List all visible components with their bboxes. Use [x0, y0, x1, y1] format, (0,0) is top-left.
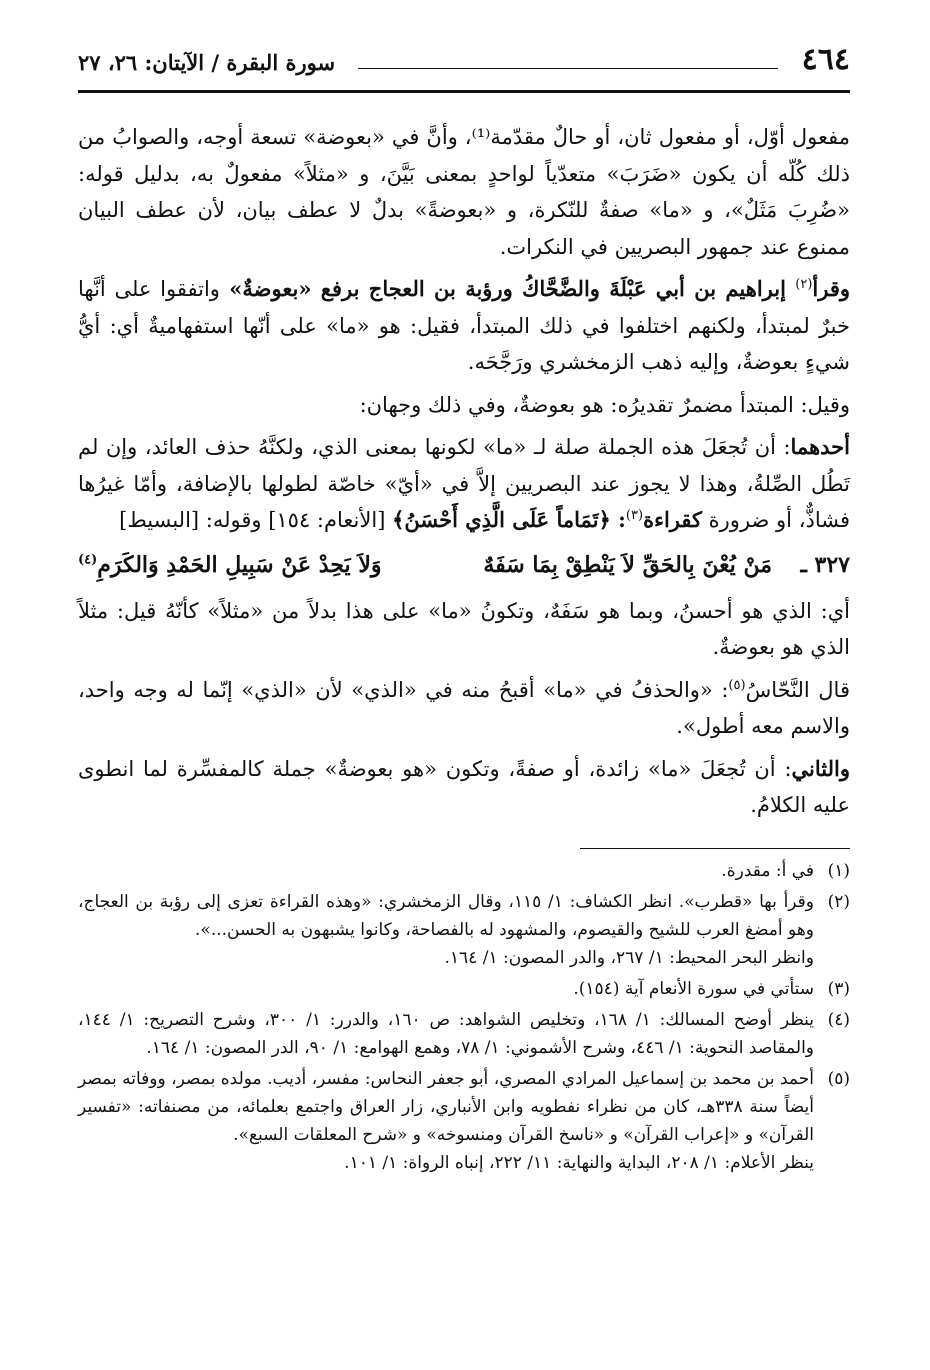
paragraph-6 [78, 672, 850, 745]
footnote-number: (١) [827, 860, 850, 881]
header-rule [358, 68, 778, 69]
footnote-ref-4: (٤) [78, 552, 98, 568]
paragraph-2-lead: وقرأ [812, 276, 851, 301]
footnote-number: (٤) [827, 1009, 850, 1030]
main-text [78, 93, 850, 824]
paragraph-7 [78, 751, 850, 824]
footnote-1 [78, 857, 850, 885]
footnote-extra: ينظر الأعلام: ١/ ٢٠٨، البداية والنهاية: ١١/ ٢٢٢، إنباه الرواة: ١/ ١٠١. [344, 1152, 814, 1173]
poem-second-hemistich [78, 547, 382, 584]
footnote-number: (٥) [827, 1068, 850, 1089]
paragraph-4-tail: [الأنعام: ١٥٤] وقوله: [البسيط] [119, 508, 393, 532]
footnote-number: (٢) [827, 891, 850, 912]
paragraph-3: وقيل: المبتدأ مضمرٌ تقديرُه: هو بعوضةٌ، وفي ذلك وجهان: [359, 392, 850, 417]
quran-verse: : ﴿تَمَاماً عَلَى الَّذِي أَحْسَنُ﴾ [392, 507, 626, 532]
paragraph-7-lead: والثاني [791, 755, 850, 781]
running-title: سورة البقرة / الآيتان: ٢٦، ٢٧ [78, 50, 336, 75]
footnote-2 [78, 888, 850, 972]
poem-line-327 [78, 545, 850, 589]
footnote-ref-3: (٣) [625, 508, 644, 523]
paragraph-5: أي: الذي هو أحسنُ، وبما هو سَفَهٌ، وتكونُ «ما» على هذا بدلاً من «مثلاً» كأنّهُ قيل: مثلاً الذي هو بعوضةٌ. [78, 598, 850, 659]
footnote-text: ينظر أوضح المسالك: ١/ ١٦٨، وتخليص الشواهد: ص ١٦٠، والدرر: ١/ ٣٠٠، وشرح التصريح: ١/ ١٤٤، والمقاصد النحوية: ١/ ٤٤٦، وشرح الأشموني: ١/ ٧٨، وهمع الهوامع: ١/ ٩٠، الدر المصون: ١/ ١٦٤. [78, 1009, 815, 1058]
poem-number: ٣٢٧ ـ [800, 551, 850, 578]
paragraph-6-text: : «والحذفُ في «ما» أقبحُ منه في «الذي» لأن «الذي» إنّما له وجه واحد، والاسم معه أطول». [78, 677, 850, 738]
footnote-separator [580, 848, 850, 849]
footnote-number: (٣) [827, 978, 850, 999]
footnote-ref-5: (٥) [728, 677, 746, 693]
footnote-text: في أ: مقدرة. [721, 860, 814, 881]
footnote-5 [78, 1065, 850, 1177]
poem-first-hemistich: مَنْ يُعْنَ بِالحَقِّ لاَ يَنْطِقْ بِمَا سَفَهٌ [483, 551, 772, 578]
paragraph-4 [78, 429, 850, 539]
footnote-extra: وانظر البحر المحيط: ١/ ٢٦٧، والدر المصون: ١/ ١٦٤. [444, 947, 814, 968]
paragraph-1: مفعول أوّل، أو مفعول ثان، أو حالٌ مقدّمة⁽¹⁾، وأنَّ في «بعوضة» تسعة أوجه، والصوابُ من ذلك كُلّه أن يكون «ضَرَبَ» متعدّياً لواحدٍ بمعنى بَيَّنَ، و «مثلاً» مفعولٌ به، بدليل قوله: «ضُرِبَ مَثَلٌ»، و «ما» صفةٌ للنّكرة، و «بعوضةً» بدلٌ لا عطف بيان، لأن عطف البيان ممنوع عند جمهور البصريين في النكرات. [78, 125, 850, 259]
paragraph-4-lead: أحدهما [790, 434, 850, 459]
footnote-ref-2: (٢) [795, 277, 813, 292]
paragraph-6-lead: قال النَّحّاسُ [745, 677, 850, 702]
footnote-text: أحمد بن محمد بن إسماعيل المرادي المصري، أبو جعفر النحاس: مفسر، أديب. مولده بمصر، ووفاته بمصر أيضاً سنة ٣٣٨هـ، كان من نظراء نفطويه وابن الأنباري، زار العراق واجتمع بعلمائه، من مصنفاته: «تفسير القرآن» و «إعراب القرآن» و «ناسخ القرآن ومنسوخه» و «شرح المعلقات السبع». [78, 1068, 814, 1145]
paragraph-7-text: : أن تُجعَلَ «ما» زائدة، أو صفةً، وتكون «هو بعوضةٌ» جملة كالمفسِّرة لما انطوى عليه الكلامُ. [78, 756, 850, 817]
footnote-text: وقرأ بها «قطرب». انظر الكشاف: ١/ ١١٥، وقال الزمخشري: «وهذه القراءة تعزى إلى رؤبة بن العجاج، وهو أمضغ العرب للشيح والقيصوم، والمشهود له بالفصاحة، وكانوا يشبهون به الحسن...». [78, 891, 815, 940]
kiraa-word: كقراءة [643, 507, 702, 532]
page-header [78, 38, 850, 93]
book-page [78, 38, 850, 1338]
readers-names: إبراهيم بن أبي عَبْلَةَ والضَّحَّاكُ ورؤبة بن العجاج برفع «بعوضةٌ» [219, 276, 796, 301]
footnote-text: ستأتي في سورة الأنعام آية (١٥٤). [573, 978, 814, 999]
poem-second-text: وَلاَ يَحِدْ عَنْ سَبِيلِ الحَمْدِ وَالكَرَمِ [97, 551, 382, 578]
paragraph-2-text: واتفقوا على أنَّها خبرٌ لمبتدأ، ولكنهم اختلفوا في ذلك المبتدأ، فقيل: هو «ما» على أنّها استفهاميةٌ أي: أيُّ شيءٍ بعوضةٌ، وإليه ذهب الزمخشري ورَجَّحَه. [78, 277, 850, 374]
footnote-3 [78, 975, 850, 1003]
footnote-4 [78, 1006, 850, 1062]
paragraph-4-text: : أن تُجعَلَ هذه الجملة صلة لـ «ما» لكونها بمعنى الذي، ولكنَّهُ حذف العائد، وإن لم تَطُل الصِّلةُ، وهذا لا يجوز عند البصريين إلاَّ في «أيّ» خاصّة لطولها بالإضافة، وأمّا غيرُها فشاذٌّ، أو ضرورة [78, 435, 850, 532]
footnotes [78, 857, 850, 1177]
paragraph-2 [78, 271, 850, 381]
page-number: ٤٦٤ [801, 42, 850, 77]
